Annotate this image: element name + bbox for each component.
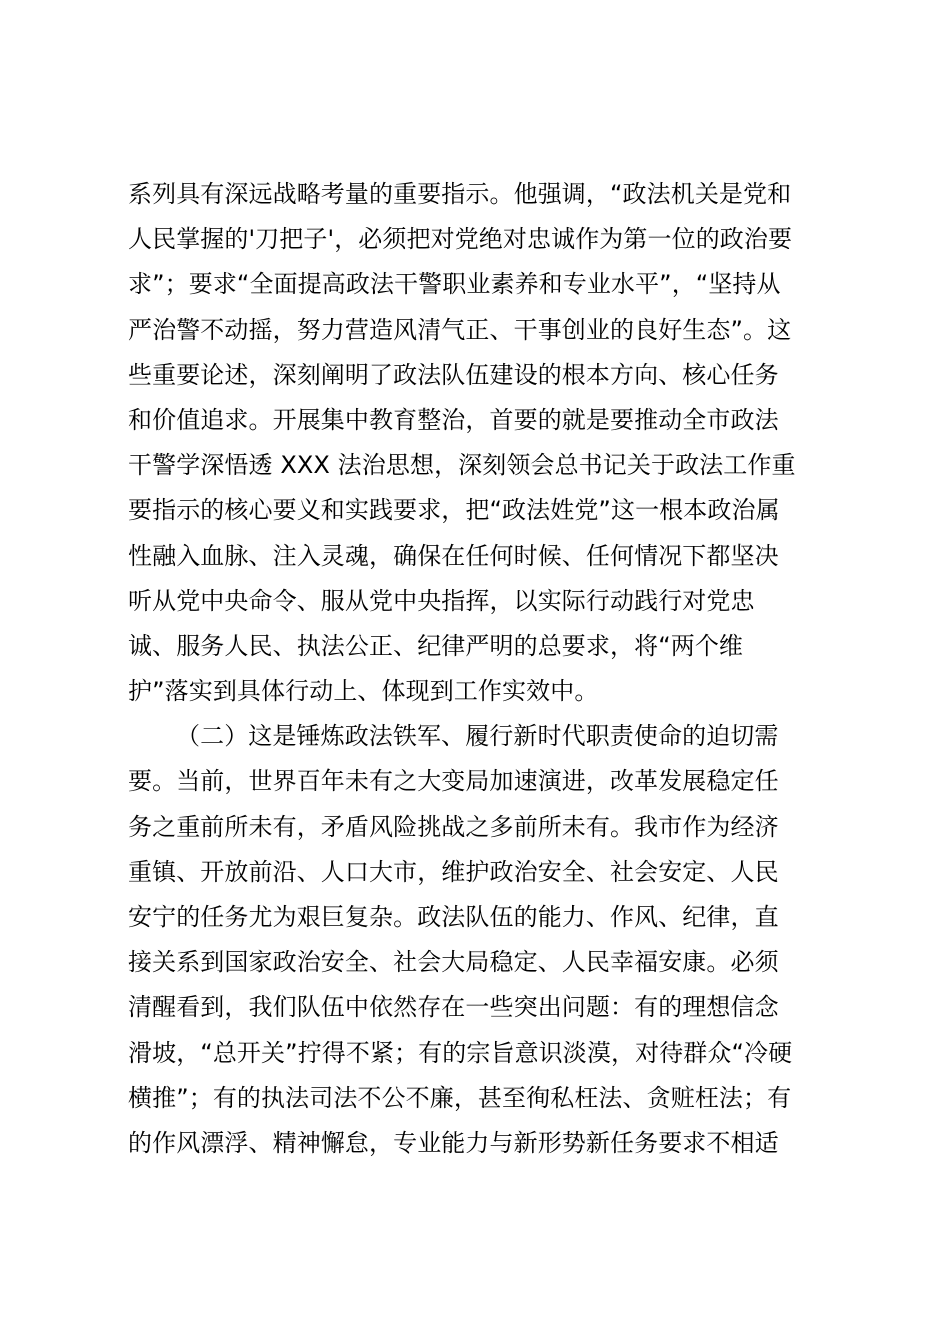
- text-line: 横推”；有的执法司法不公不廉，甚至徇私枉法、贪赃枉法；有: [128, 1083, 792, 1112]
- text-line: 要。当前，世界百年未有之大变局加速演进，改革发展稳定任: [128, 767, 779, 796]
- text-line: 的作风漂浮、精神懈怠，专业能力与新形势新任务要求不相适: [128, 1128, 779, 1157]
- text-line: 务之重前所未有，矛盾风险挑战之多前所未有。我市作为经济: [128, 812, 779, 841]
- text-line: 滑坡，“总开关”拧得不紧；有的宗旨意识淡漠，对待群众“冷硬: [128, 1038, 793, 1067]
- text-line: 重镇、开放前沿、人口大市，维护政治安全、社会安定、人民: [128, 857, 779, 886]
- text-line: 求”；要求“全面提高政法干警职业素养和专业水平”，“坚持从: [128, 270, 781, 299]
- text-line: 性融入血脉、注入灵魂，确保在任何时候、任何情况下都坚决: [128, 541, 779, 570]
- body-text: [128, 172, 838, 1166]
- text-line: 听从党中央命令、服从党中央指挥，以实际行动践行对党忠: [128, 586, 755, 615]
- section-heading-line: （二）这是锤炼政法铁军、履行新时代职责使命的迫切需: [176, 722, 779, 751]
- text-line: 安宁的任务尤为艰巨复杂。政法队伍的能力、作风、纪律，直: [128, 903, 779, 931]
- text-line: 干警学深悟透 XXX 法治思想，深刻领会总书记关于政法工作重: [128, 451, 796, 480]
- text-line: 和价值追求。开展集中教育整治，首要的就是要推动全市政法: [128, 405, 779, 434]
- text-line: 护”落实到具体行动上、体现到工作实效中。: [128, 677, 599, 706]
- text-line: 人民掌握的'刀把子'，必须把对党绝对忠诚作为第一位的政治要: [128, 225, 793, 254]
- text-line: 系列具有深远战略考量的重要指示。他强调，“政法机关是党和: [128, 180, 792, 208]
- text-line: 清醒看到，我们队伍中依然存在一些突出问题：有的理想信念: [128, 993, 779, 1022]
- text-line: 诚、服务人民、执法公正、纪律严明的总要求，将“两个维: [128, 631, 744, 660]
- text-line: 些重要论述，深刻阐明了政法队伍建设的根本方向、核心任务: [128, 360, 779, 389]
- text-line: 接关系到国家政治安全、社会大局稳定、人民幸福安康。必须: [128, 948, 779, 977]
- text-line: 要指示的核心要义和实践要求，把“政法姓党”这一根本政治属: [128, 496, 780, 525]
- text-line: 严治警不动摇，努力营造风清气正、干事创业的良好生态”。这: [128, 315, 792, 344]
